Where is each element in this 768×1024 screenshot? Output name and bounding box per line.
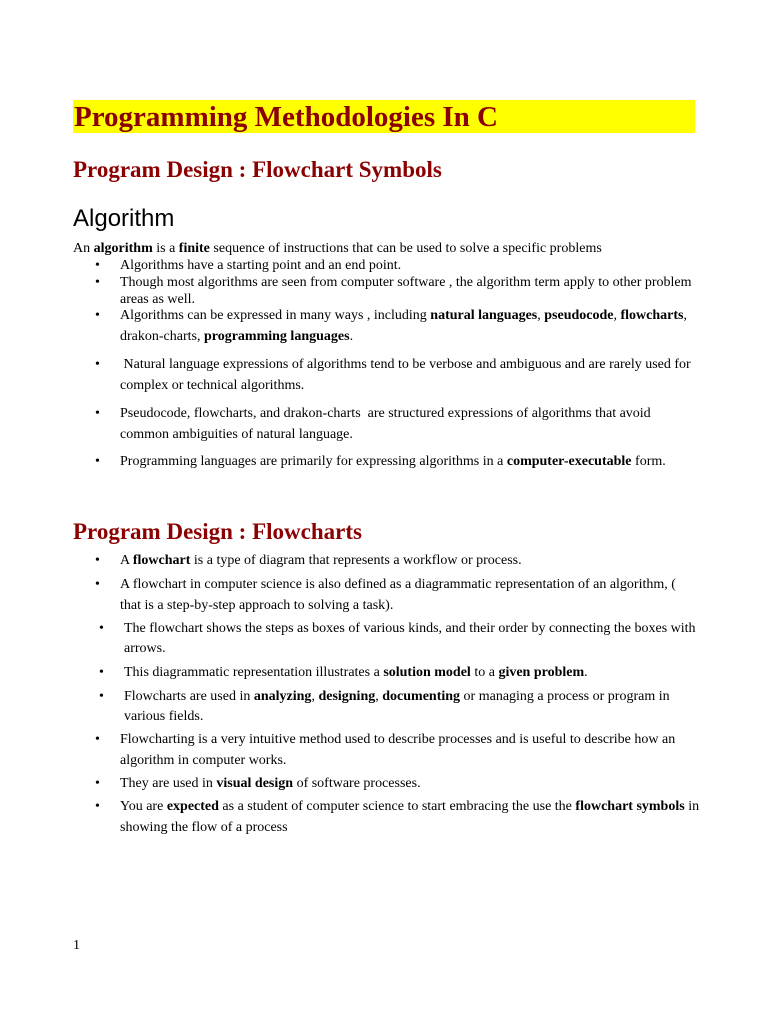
- list-item-text: Flowcharts are used in analyzing, designing, documenting or managing a process or program in various fields.: [124, 689, 670, 724]
- bullet-marker: •: [95, 357, 100, 372]
- list-item-text: Programming languages are primarily for expressing algorithms in a computer-executable form.: [120, 454, 666, 469]
- list-item-text: Algorithms have a starting point and an end point.: [120, 258, 402, 273]
- section-heading-flowcharts: Program Design : Flowcharts: [73, 519, 362, 544]
- list-item-text: Natural language expressions of algorithms tend to be verbose and ambiguous and are rarely used for complex or technical algorithms.: [120, 357, 695, 393]
- bullet-marker: •: [99, 665, 104, 680]
- page-number: 1: [73, 938, 80, 953]
- bullet-marker: •: [95, 275, 100, 290]
- bullet-marker: •: [95, 454, 100, 469]
- bullet-marker: •: [95, 258, 100, 273]
- bullet-marker: •: [95, 799, 100, 814]
- list-item-text: Flowcharting is a very intuitive method used to describe processes and is useful to describe how an algorithm in computer works.: [120, 732, 676, 768]
- list-item-text: Algorithms can be expressed in many ways , including natural languages, pseudocode, flowcharts, drakon-charts, programming languages.: [120, 308, 687, 344]
- list-item-text: This diagrammatic representation illustrates a solution model to a given problem.: [124, 665, 588, 680]
- bullet-marker: •: [95, 406, 100, 421]
- list-item-text: Though most algorithms are seen from computer software , the algorithm term apply to other problem areas as well.: [120, 275, 692, 307]
- list-item-text: You are expected as a student of computer science to start embracing the use the flowchart symbols in showing the flow of a process: [120, 799, 700, 835]
- bullet-marker: •: [99, 621, 104, 636]
- list-item-text: A flowchart is a type of diagram that represents a workflow or process.: [120, 553, 522, 568]
- list-item-text: They are used in visual design of software processes.: [120, 776, 421, 791]
- bullet-marker: •: [95, 732, 100, 747]
- bullet-marker: •: [95, 577, 100, 592]
- bullet-marker: •: [95, 553, 100, 568]
- document-title: Programming Methodologies In C: [74, 101, 498, 133]
- list-item-text: Pseudocode, flowcharts, and drakon-charts are structured expressions of algorithms that avoid common ambiguities of natural language.: [120, 406, 655, 442]
- algorithm-intro-paragraph: An algorithm is a finite sequence of instructions that can be used to solve a specific problems: [73, 241, 602, 256]
- bullet-marker: •: [99, 689, 104, 704]
- bullet-marker: •: [95, 776, 100, 791]
- list-item-text: A flowchart in computer science is also defined as a diagrammatic representation of an algorithm, ( that is a step-by-step approach to solving a task).: [120, 577, 676, 613]
- algorithm-heading: Algorithm: [73, 205, 175, 232]
- bullet-marker: •: [95, 308, 100, 323]
- section-heading-flowchart-symbols: Program Design : Flowchart Symbols: [73, 157, 442, 182]
- list-item-text: The flowchart shows the steps as boxes of various kinds, and their order by connecting the boxes with arrows.: [124, 621, 696, 656]
